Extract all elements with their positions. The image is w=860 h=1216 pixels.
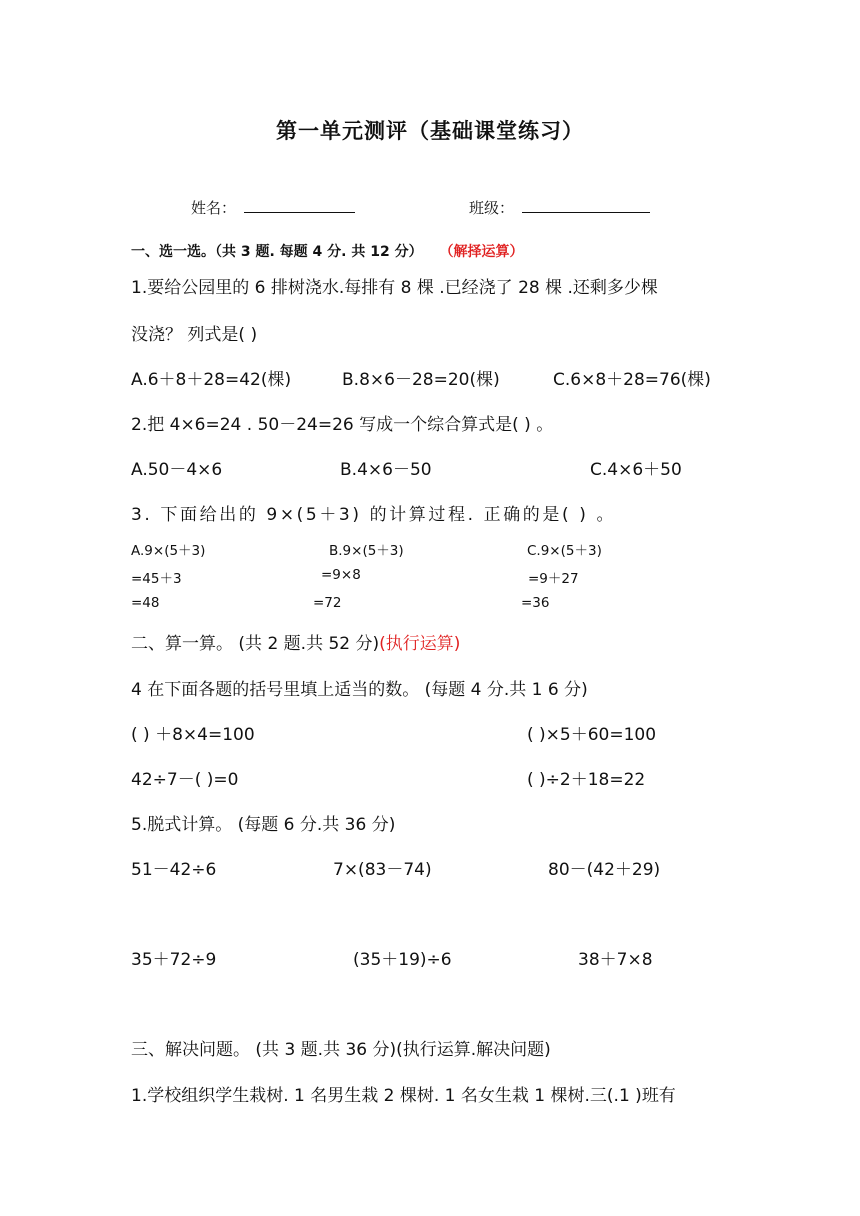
question-1-line-2: 没浇？ 列式是( ) [131,325,258,345]
question-3-option-a-line-2: =45＋3 [131,571,182,587]
calc-item-1: 51－42÷6 [131,860,217,880]
section-2-tag: (执行运算) [379,634,461,654]
class-label: 班级： [469,199,515,217]
section-2-heading [131,629,460,654]
question-3-option-a-line-3: =48 [131,595,160,611]
question-3-text: 3. 下面给出的 9×(5＋3) 的计算过程. 正确的是( ) 。 [131,505,617,525]
question-1-line-1: 1.要给公园里的 6 排树浇水.每排有 8 棵 .已经浇了 28 棵 .还剩多少棵 [131,278,658,298]
question-4-heading: 4 在下面各题的括号里填上适当的数。 (每题 4 分.共 1 6 分) [131,680,588,700]
calc-item-5: (35＋19)÷6 [353,950,452,970]
question-4-item-3: 42÷7－( )=0 [131,770,239,790]
section-3-heading: 三、解决问题。 (共 3 题.共 36 分)(执行运算.解决问题) [131,1040,551,1060]
question-4-item-4: ( )÷2＋18=22 [527,770,646,790]
question-3-option-c-line-1: C.9×(5＋3) [527,543,602,559]
question-2-option-c: C.4×6＋50 [590,460,682,480]
calc-item-3: 80－(42＋29) [548,860,661,880]
question-1-option-a: A.6＋8＋28=42(棵) [131,370,292,390]
question-2-option-b: B.4×6－50 [340,460,432,480]
section-1-heading-text: 一、选一选。（共 3 题. 每题 4 分. 共 12 分） [131,244,423,260]
question-2-option-a: A.50－4×6 [131,460,223,480]
question-5-heading: 5.脱式计算。 (每题 6 分.共 36 分) [131,815,396,835]
question-1-option-c: C.6×8＋28=76(棵) [553,370,711,390]
calc-item-6: 38＋7×8 [578,950,653,970]
name-blank[interactable] [244,198,355,213]
class-blank[interactable] [522,198,650,213]
question-3-option-c-line-3: =36 [521,595,550,611]
section-2-heading-text: 二、算一算。 (共 2 题.共 52 分) [131,634,380,654]
question-3-option-c-line-2: =9＋27 [528,571,579,587]
section-1-heading [131,241,523,261]
question-3-option-b-line-3: =72 [313,595,342,611]
calc-item-4: 35＋72÷9 [131,950,217,970]
question-2-text: 2.把 4×6=24 . 50－24=26 写成一个综合算式是( ) 。 [131,415,554,435]
section-3-question-1: 1.学校组织学生栽树. 1 名男生栽 2 棵树. 1 名女生栽 1 棵树.三(.1 )班有 [131,1086,676,1106]
page-title: 第一单元测评（基础课堂练习） [276,119,584,143]
question-3-option-b-line-2: =9×8 [321,567,361,583]
calc-item-2: 7×(83－74) [333,860,432,880]
question-4-item-2: ( )×5＋60=100 [527,725,657,745]
section-1-tag: （解择运算） [439,244,524,260]
question-4-item-1: ( ) ＋8×4=100 [131,725,255,745]
question-3-option-b-line-1: B.9×(5＋3) [329,543,404,559]
name-label: 姓名： [191,199,237,217]
question-3-option-a-line-1: A.9×(5＋3) [131,543,206,559]
question-1-option-b: B.8×6－28=20(棵) [342,370,500,390]
